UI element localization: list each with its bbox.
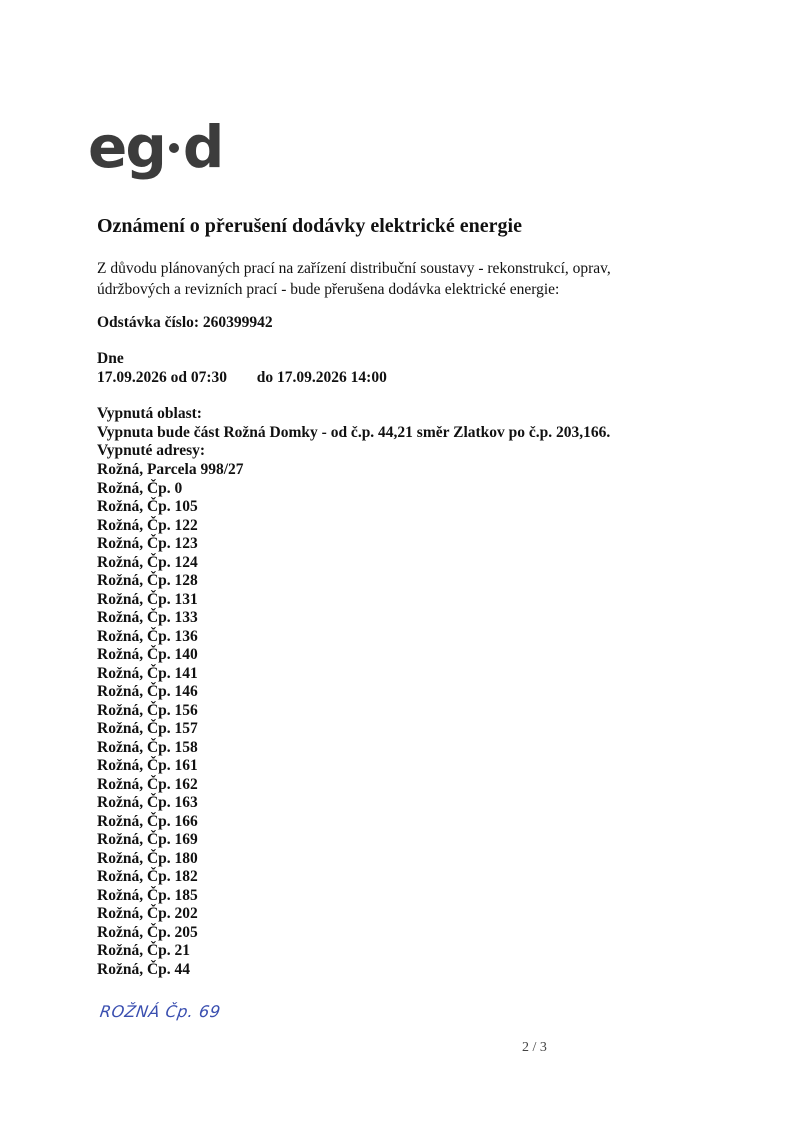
- address-item: Rožná, Čp. 169: [97, 831, 198, 848]
- egd-logo: [88, 113, 223, 181]
- address-item: Rožná, Čp. 140: [97, 646, 198, 663]
- addresses-label: Vypnuté adresy:: [97, 442, 206, 459]
- logo-text-left: eg: [88, 113, 165, 181]
- address-item: Rožná, Čp. 202: [97, 905, 198, 922]
- address-item: Rožná, Čp. 136: [97, 627, 198, 645]
- intro-text: Z důvodu plánovaných prací na zařízení distribuční soustavy - rekonstrukcí, oprav, údržbových a revizních prací - bude přerušena dodávka elektrické energie:: [97, 260, 611, 298]
- date-label: Dne: [97, 350, 124, 367]
- address-item: Rožná, Čp. 185: [97, 886, 198, 904]
- address-item: Rožná, Čp. 122: [97, 516, 198, 534]
- address-item: Rožná, Čp. 146: [97, 683, 198, 700]
- outage-number: Odstávka číslo: 260399942: [97, 314, 273, 331]
- logo-text-right: d: [182, 113, 223, 181]
- address-item: Rožná, Čp. 21: [97, 942, 191, 959]
- address-item: Rožná, Čp. 124: [97, 553, 198, 571]
- address-item: Rožná, Čp. 131: [97, 590, 198, 608]
- address-item: Rožná, Čp. 163: [97, 794, 198, 811]
- address-item: Rožná, Čp. 141: [97, 664, 198, 682]
- address-item: Rožná, Čp. 44: [97, 960, 191, 978]
- address-item: Rožná, Čp. 123: [97, 535, 198, 552]
- address-item: Rožná, Čp. 128: [97, 572, 198, 589]
- date-range: [97, 369, 387, 387]
- address-item: Rožná, Čp. 162: [97, 775, 198, 793]
- date-from: 17.09.2026 od 07:30: [97, 369, 228, 386]
- address-item: Rožná, Čp. 158: [97, 738, 198, 756]
- address-item: Rožná, Parcela 998/27: [97, 461, 244, 478]
- address-list: [97, 461, 244, 979]
- address-item: Rožná, Čp. 182: [97, 868, 198, 885]
- address-item: Rožná, Čp. 161: [97, 757, 198, 774]
- address-item: Rožná, Čp. 157: [97, 720, 198, 737]
- area-label: Vypnutá oblast:: [97, 405, 202, 422]
- address-item: Rožná, Čp. 156: [97, 701, 198, 719]
- area-text: Vypnuta bude část Rožná Domky - od č.p. 44,21 směr Zlatkov po č.p. 203,166.: [97, 424, 611, 441]
- address-item: Rožná, Čp. 180: [97, 849, 198, 867]
- logo-dot-icon: [169, 143, 179, 153]
- address-item: Rožná, Čp. 0: [97, 479, 183, 497]
- handwritten-note: ROŽNÁ Čp. 69: [98, 1002, 222, 1021]
- date-to: do 17.09.2026 14:00: [256, 369, 387, 386]
- address-item: Rožná, Čp. 133: [97, 609, 198, 626]
- address-item: Rožná, Čp. 105: [97, 498, 198, 515]
- address-item: Rožná, Čp. 166: [97, 812, 198, 830]
- page-number: 2 / 3: [522, 1040, 547, 1055]
- address-item: Rožná, Čp. 205: [97, 923, 198, 941]
- page-title: Oznámení o přerušení dodávky elektrické energie: [97, 215, 522, 237]
